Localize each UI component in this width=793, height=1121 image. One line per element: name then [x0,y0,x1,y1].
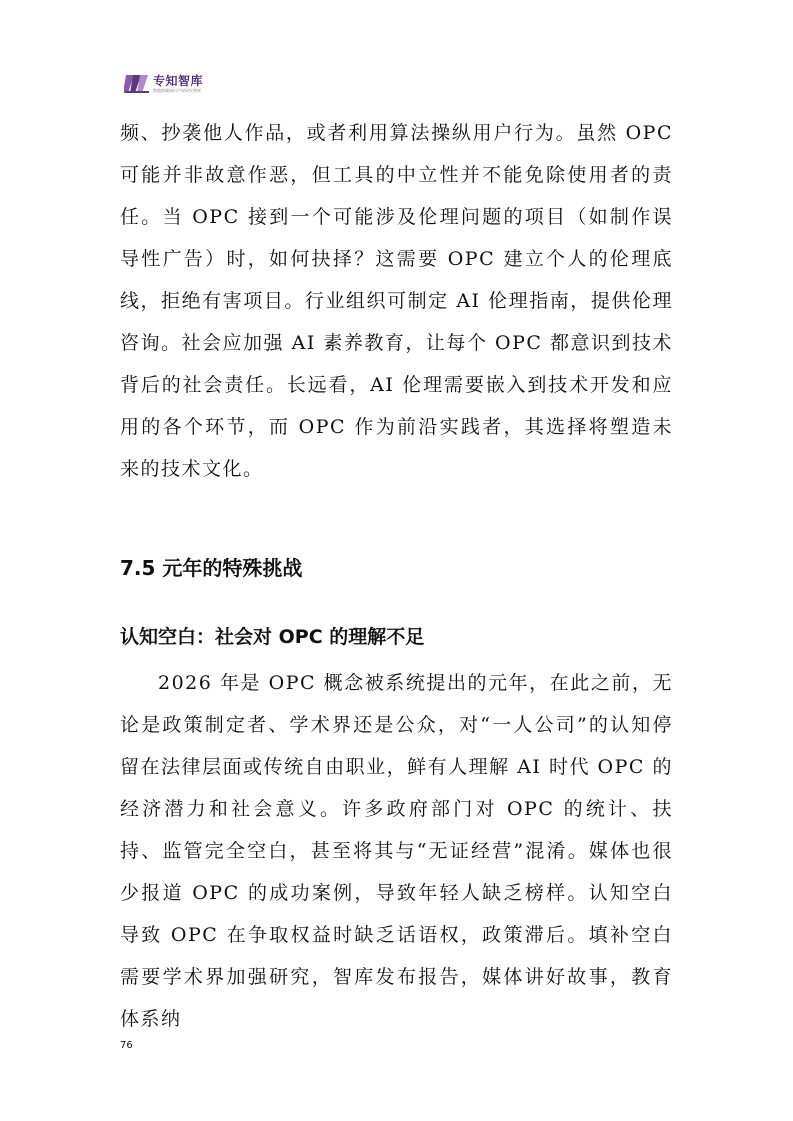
logo-subtitle: 跨境跨域知识产权研究智库 [153,87,201,93]
brand-logo-icon [124,72,150,96]
paragraph: 频、抄袭他人作品，或者利用算法操纵用户行为。虽然 OPC 可能并非故意作恶，但工具的中立性并不能免除使用者的责任。当 OPC 接到一个可能涉及伦理问题的项目（如制作误导性广告）时，如何抉择？这需要 OPC 建立个人的伦理底线，拒绝有害项目。行业组织可制定 AI 伦理指南，提供伦理咨询。社会应加强 AI 素养教育，让每个 OPC 都意识到技术背后的社会责任。长远看，AI 伦理需要嵌入到技术开发和应用的各个环节，而 OPC 作为前沿实践者，其选择将塑造未来的技术文化。 [120,122,673,480]
body-text-bottom [120,662,673,1040]
page-number: 76 [120,1040,133,1051]
logo-name: 专知智库 [153,73,204,88]
sub-heading: 认知空白：社会对 OPC 的理解不足 [120,626,425,648]
section-heading: 7.5 元年的特殊挑战 [120,556,303,580]
document-header [124,70,203,98]
paragraph: 2026 年是 OPC 概念被系统提出的元年，在此之前，无论是政策制定者、学术界还是公众，对“一人公司”的认知停留在法律层面或传统自由职业，鲜有人理解 AI 时代 OPC 的经济潜力和社会意义。许多政府部门对 OPC 的统计、扶持、监管完全空白，甚至将其与“无证经营”混淆。媒体也很少报道 OPC 的成功案例，导致年轻人缺乏榜样。认知空白导致 OPC 在争取权益时缺乏话语权，政策滞后。填补空白需要学术界加强研究，智库发布报告，媒体讲好故事，教育体系纳 [120,672,673,1030]
body-text-top [120,112,673,490]
logo-text-block [153,75,203,94]
